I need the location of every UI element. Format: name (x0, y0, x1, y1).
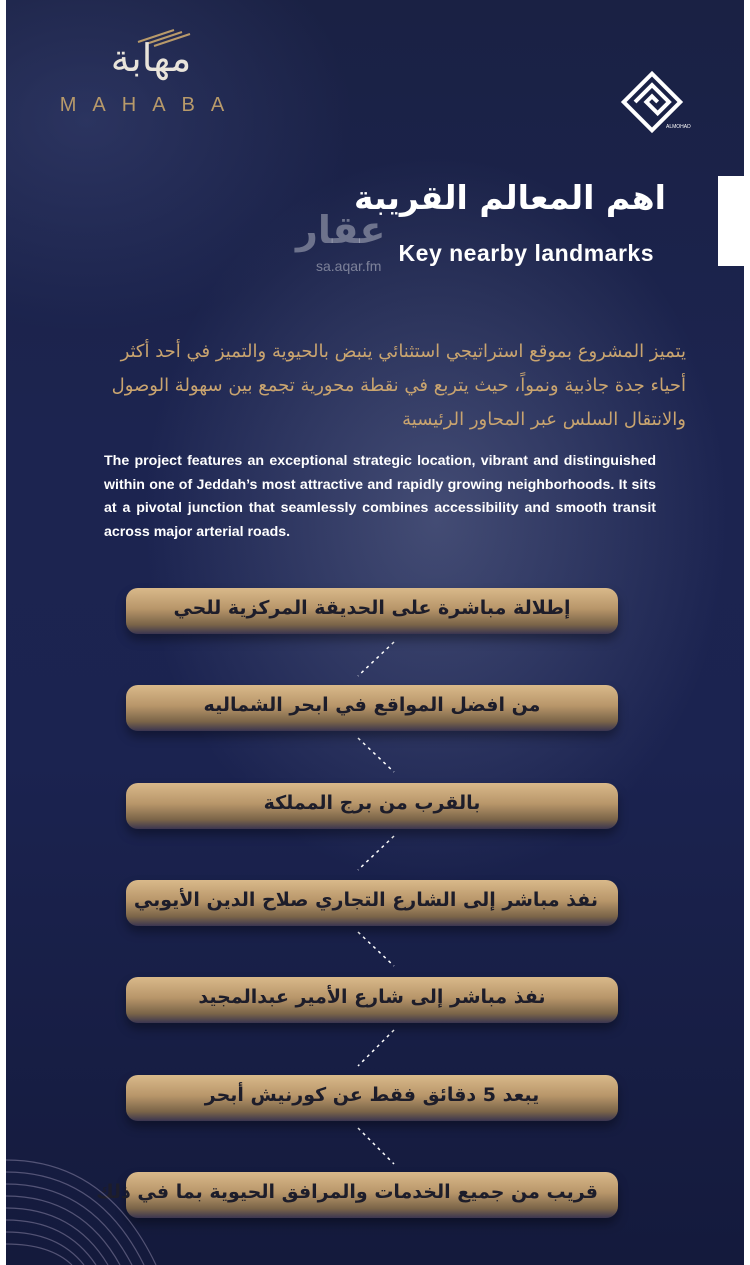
mahaba-logo (46, 22, 246, 122)
watermark-arabic: عقار (296, 208, 386, 252)
square-kufic-logo-icon (622, 72, 691, 132)
brochure-page (6, 0, 744, 1265)
landmark-item: نفذ مباشر إلى شارع الأمير عبدالمجيد (126, 977, 618, 1023)
decorative-arcs-icon (6, 1100, 206, 1265)
intro-arabic: يتميز المشروع بموقع استراتيجي استثنائي ينبض بالحيوية والتميز في أحد أكثر أحياء جدة جاذبية ونمواً، حيث يتربع في نقطة محورية تجمع بين سهولة الوصول والانتقال السلس عبر المحاور الرئيسية (111, 341, 686, 430)
logo-arabic: مهابة (110, 36, 192, 80)
heading-arabic: اهم المعالم القريبة (353, 178, 666, 217)
landmark-item: قريب من جميع الخدمات والمرافق الحيوية بما في ذلك (126, 1172, 618, 1218)
landmark-item: من افضل المواقع في ابحر الشماليه (126, 685, 618, 731)
heading-english: Key nearby landmarks (398, 240, 654, 266)
intro-english: The project features an exceptional strategic location, vibrant and distinguished within one of Jeddah’s most attractive and rapidly growing neighborhoods. It sits at a pivotal junction that seamlessly combines accessibility and smooth transit across major arterial roads. (104, 453, 656, 540)
landmark-item: يبعد 5 دقائق فقط عن كورنيش أبحر (126, 1075, 618, 1121)
brand-mark-caption: ALMOHAD (666, 124, 691, 130)
logo-english: MAHABA (59, 94, 241, 116)
landmark-item: إطلالة مباشرة على الحديقة المركزية للحي (126, 588, 618, 634)
landmark-item: نفذ مباشر إلى الشارع التجاري صلاح الدين الأيوبي (126, 880, 618, 926)
side-tab (718, 176, 750, 266)
watermark-english: sa.aqar.fm (316, 258, 382, 274)
landmark-item: بالقرب من برج المملكة (126, 783, 618, 829)
